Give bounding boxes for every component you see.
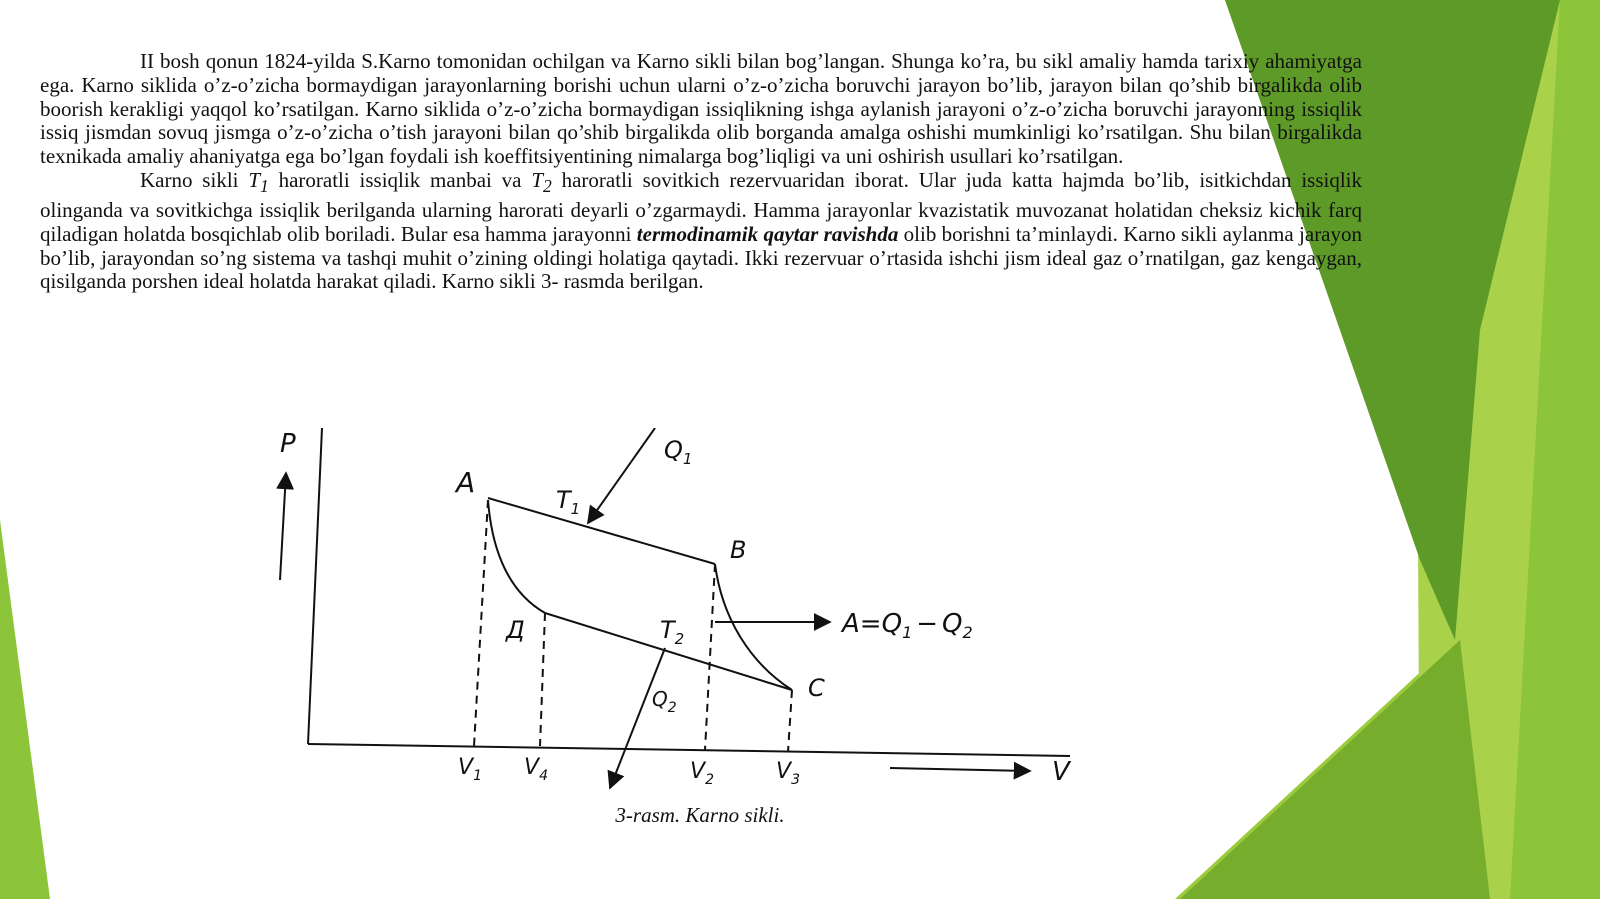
tick-label-v1: $V_1$ <box>458 755 482 784</box>
temp-hot-label: $T_1$ <box>556 486 581 518</box>
v-direction-arrow <box>890 768 1030 771</box>
point-label-b: B <box>730 536 747 564</box>
tick-label-v3: $V_3$ <box>776 759 800 788</box>
p-axis <box>308 428 322 744</box>
point-label-c: C <box>808 674 825 702</box>
emphasis-term: termodinamik qaytar ravishda <box>636 221 899 246</box>
tick-label-v2: $V_2$ <box>690 759 714 788</box>
p-direction-arrow <box>280 473 286 580</box>
point-label-d: Д <box>506 616 525 644</box>
tick-label-v4: $V_4$ <box>524 755 548 784</box>
isotherm-t1 <box>488 498 715 564</box>
body-text <box>40 50 1362 294</box>
v-axis <box>308 744 1070 756</box>
work-equation: $A=Q_1 - Q_2$ <box>842 609 973 642</box>
axis-label-p: P <box>280 429 296 459</box>
heat-in-arrow <box>588 428 655 523</box>
temp-cold-label: $T_2$ <box>660 616 685 648</box>
figure-caption: 3-rasm. Karno sikli. <box>615 803 785 827</box>
adiabat-a-d <box>488 500 545 613</box>
paragraph-1: II bosh qonun 1824-yilda S.Karno tomonidan ochilgan va Karno sikli bilan bog’langan. Shunga ko’ra, bu sikl amaliy hamda tarixiy ahamiyatga ega. Karno siklida o’z-o’zicha bormaydigan jarayonlarning borishi uchun ularni o’z-o’zicha boruvchi jarayon bo’lib, jarayon bilan qo’shib birgalikda olib boorish kerakligi yaqqol ko’rsatilgan. Karno siklida o’z-o’zicha bormaydigan issiqlikning ishga aylanish jarayoni o’z-o’zicha boruvchi jarayonning issiqlik issiq jismdan sovuq jismga o’z-o’zicha o’tish jarayoni bilan qo’shib birgalikda olib borganda amalga oshishi mumkinligi ko’rsatilgan. Shu bilan birgalikda texnikada amaliy ahaniyatga ega bo’lgan foydali ish koeffitsiyentining nimalarga bog’liqligi va uni oshirish usullari ko’rsatilgan. <box>40 49 1362 169</box>
dash-v1 <box>474 500 488 746</box>
dash-v2 <box>705 564 715 750</box>
dash-v4 <box>540 613 545 746</box>
green-panel-right-front <box>1180 640 1490 899</box>
adiabat-b-c <box>715 564 792 690</box>
carnot-cycle-diagram <box>260 428 1120 808</box>
paragraph-2: Karno sikli $T_1$ haroratli issiqlik manbai va $T_2$ haroratli sovitkich rezervuaridan iborat. Ular juda katta hajmda bo’lib, isitkichdan issiqlik olinganda va sovitkichga issiqlik berilganda ularning harorati deyarli o’zgarmaydi. Hamma jarayonlar kvazistatik muvozanat holatidan cheksiz kichik farq qiladigan holatda bosqichlab olib boriladi. Bular esa hamma jarayonni termodinamik qaytar ravishda olib borishni ta’minlaydi. Karno sikli aylanma jarayon bo’lib, jarayondan so’ng sistema va tashqi muhit o’zining oldingi holatiga qaytadi. Ikki rezervuar o’rtasida ishchi jism ideal gaz o’rnatilgan, gaz kengaygan, qisilganda porshen ideal holatda harakat qiladi. Karno sikli 3- rasmda berilgan. <box>40 167 1363 294</box>
heat-out-arrow <box>610 648 665 788</box>
heat-in-label: $Q_1$ <box>664 436 693 468</box>
dash-v3 <box>788 690 792 752</box>
axis-label-v: V <box>1052 757 1070 787</box>
heat-out-label: $Q_2$ <box>652 687 677 716</box>
green-panel-left <box>0 520 50 899</box>
point-label-a: A <box>456 466 476 499</box>
